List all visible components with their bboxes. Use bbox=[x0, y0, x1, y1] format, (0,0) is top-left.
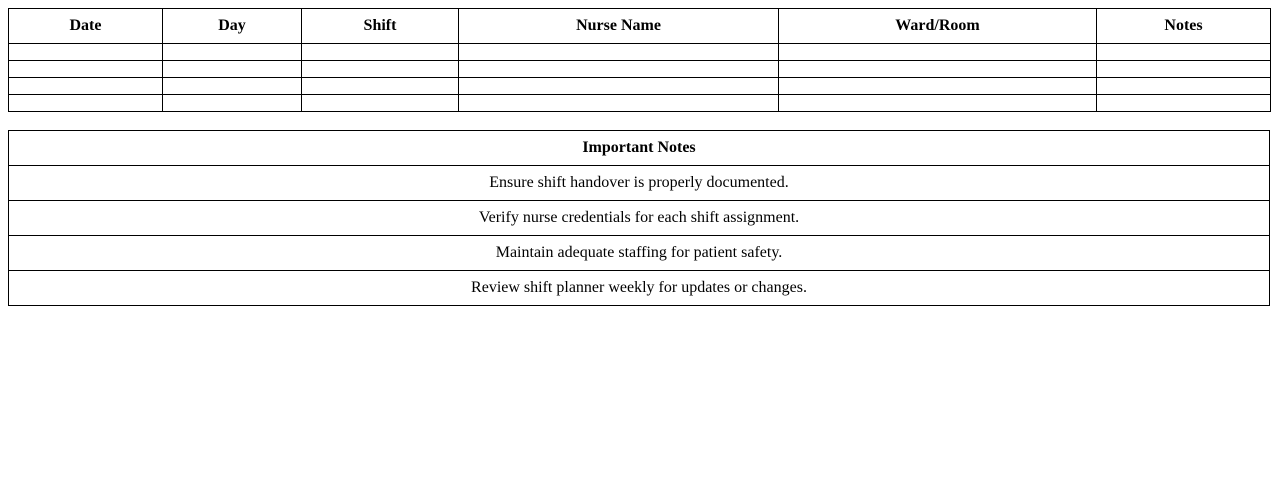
cell-ward-room[interactable] bbox=[779, 44, 1097, 61]
list-item bbox=[9, 271, 1270, 306]
cell-shift[interactable] bbox=[302, 44, 459, 61]
column-header-day: Day bbox=[163, 9, 302, 44]
table-row bbox=[9, 78, 1271, 95]
column-header-shift: Shift bbox=[302, 9, 459, 44]
table-row bbox=[9, 44, 1271, 61]
list-item bbox=[9, 236, 1270, 271]
cell-date[interactable] bbox=[9, 61, 163, 78]
cell-date[interactable] bbox=[9, 44, 163, 61]
table-header-row bbox=[9, 9, 1271, 44]
list-item bbox=[9, 201, 1270, 236]
cell-day[interactable] bbox=[163, 61, 302, 78]
table-row bbox=[9, 61, 1271, 78]
cell-notes[interactable] bbox=[1097, 78, 1271, 95]
cell-notes[interactable] bbox=[1097, 61, 1271, 78]
note-text: Ensure shift handover is properly documented. bbox=[9, 166, 1270, 201]
column-header-date: Date bbox=[9, 9, 163, 44]
cell-shift[interactable] bbox=[302, 61, 459, 78]
cell-date[interactable] bbox=[9, 95, 163, 112]
cell-notes[interactable] bbox=[1097, 44, 1271, 61]
cell-date[interactable] bbox=[9, 78, 163, 95]
cell-nurse-name[interactable] bbox=[459, 44, 779, 61]
important-notes-table bbox=[8, 130, 1270, 306]
note-text: Maintain adequate staffing for patient safety. bbox=[9, 236, 1270, 271]
notes-header-row bbox=[9, 131, 1270, 166]
list-item bbox=[9, 166, 1270, 201]
cell-day[interactable] bbox=[163, 95, 302, 112]
cell-ward-room[interactable] bbox=[779, 95, 1097, 112]
cell-nurse-name[interactable] bbox=[459, 78, 779, 95]
cell-notes[interactable] bbox=[1097, 95, 1271, 112]
cell-shift[interactable] bbox=[302, 78, 459, 95]
column-header-nurse-name: Nurse Name bbox=[459, 9, 779, 44]
note-text: Review shift planner weekly for updates or changes. bbox=[9, 271, 1270, 306]
note-text: Verify nurse credentials for each shift assignment. bbox=[9, 201, 1270, 236]
cell-ward-room[interactable] bbox=[779, 61, 1097, 78]
shift-schedule-table bbox=[8, 8, 1271, 112]
cell-shift[interactable] bbox=[302, 95, 459, 112]
column-header-ward-room: Ward/Room bbox=[779, 9, 1097, 44]
cell-nurse-name[interactable] bbox=[459, 95, 779, 112]
cell-day[interactable] bbox=[163, 78, 302, 95]
important-notes-title: Important Notes bbox=[9, 131, 1270, 166]
cell-ward-room[interactable] bbox=[779, 78, 1097, 95]
table-row bbox=[9, 95, 1271, 112]
cell-nurse-name[interactable] bbox=[459, 61, 779, 78]
column-header-notes: Notes bbox=[1097, 9, 1271, 44]
cell-day[interactable] bbox=[163, 44, 302, 61]
